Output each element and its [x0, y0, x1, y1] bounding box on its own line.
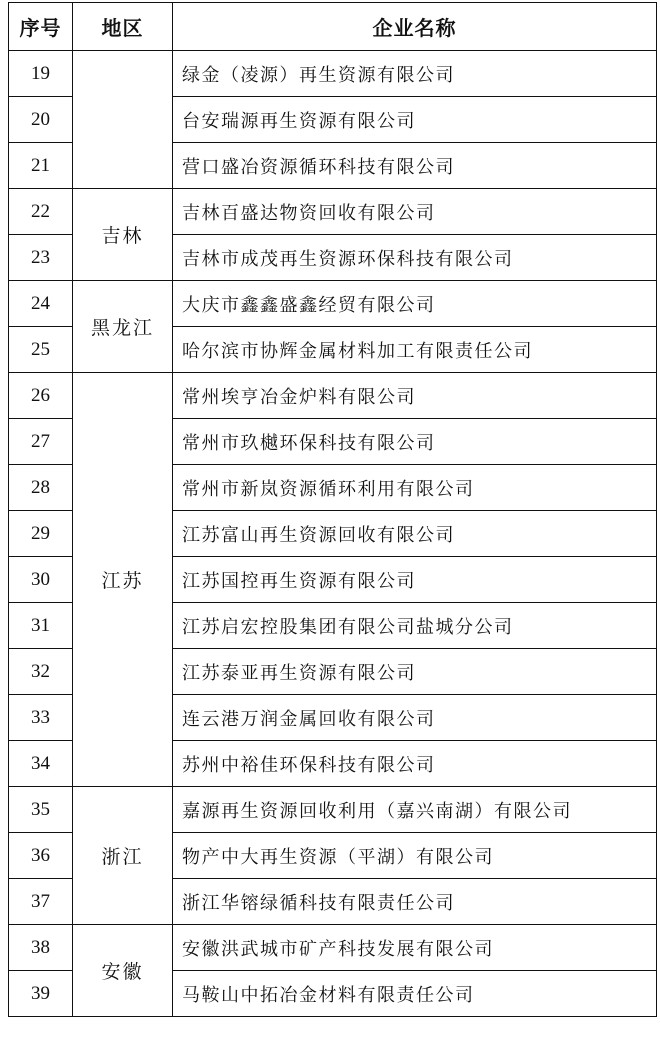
serial-number-cell: 38 [9, 925, 73, 971]
serial-number-cell: 31 [9, 603, 73, 649]
serial-number-cell: 39 [9, 971, 73, 1017]
table-row [9, 373, 657, 419]
serial-number-cell: 25 [9, 327, 73, 373]
serial-number-cell: 21 [9, 143, 73, 189]
company-name-cell: 常州埃亨冶金炉料有限公司 [173, 373, 657, 419]
company-name-cell: 马鞍山中拓冶金材料有限责任公司 [173, 971, 657, 1017]
table-header-row [9, 3, 657, 51]
company-name-cell: 吉林百盛达物资回收有限公司 [173, 189, 657, 235]
serial-number-cell: 23 [9, 235, 73, 281]
company-name-cell: 嘉源再生资源回收利用（嘉兴南湖）有限公司 [173, 787, 657, 833]
table-row [9, 925, 657, 971]
table-row [9, 189, 657, 235]
table-row [9, 51, 657, 97]
region-cell: 安徽 [73, 925, 173, 1017]
header-region: 地区 [73, 3, 173, 51]
region-cell [73, 51, 173, 189]
company-name-cell: 江苏启宏控股集团有限公司盐城分公司 [173, 603, 657, 649]
company-name-cell: 物产中大再生资源（平湖）有限公司 [173, 833, 657, 879]
serial-number-cell: 22 [9, 189, 73, 235]
company-name-cell: 常州市玖樾环保科技有限公司 [173, 419, 657, 465]
enterprise-table [8, 2, 657, 1017]
table-body [9, 51, 657, 1017]
serial-number-cell: 20 [9, 97, 73, 143]
company-name-cell: 江苏泰亚再生资源有限公司 [173, 649, 657, 695]
serial-number-cell: 24 [9, 281, 73, 327]
company-name-cell: 绿金（凌源）再生资源有限公司 [173, 51, 657, 97]
region-cell: 江苏 [73, 373, 173, 787]
company-name-cell: 苏州中裕佳环保科技有限公司 [173, 741, 657, 787]
serial-number-cell: 34 [9, 741, 73, 787]
company-name-cell: 台安瑞源再生资源有限公司 [173, 97, 657, 143]
company-name-cell: 常州市新岚资源循环利用有限公司 [173, 465, 657, 511]
region-cell: 浙江 [73, 787, 173, 925]
table-row [9, 787, 657, 833]
header-company-name: 企业名称 [173, 3, 657, 51]
serial-number-cell: 35 [9, 787, 73, 833]
region-cell: 黑龙江 [73, 281, 173, 373]
company-name-cell: 连云港万润金属回收有限公司 [173, 695, 657, 741]
company-name-cell: 吉林市成茂再生资源环保科技有限公司 [173, 235, 657, 281]
serial-number-cell: 28 [9, 465, 73, 511]
company-name-cell: 江苏国控再生资源有限公司 [173, 557, 657, 603]
serial-number-cell: 32 [9, 649, 73, 695]
table-row [9, 281, 657, 327]
company-name-cell: 营口盛冶资源循环科技有限公司 [173, 143, 657, 189]
company-name-cell: 哈尔滨市协辉金属材料加工有限责任公司 [173, 327, 657, 373]
serial-number-cell: 33 [9, 695, 73, 741]
serial-number-cell: 30 [9, 557, 73, 603]
company-name-cell: 安徽洪武城市矿产科技发展有限公司 [173, 925, 657, 971]
company-name-cell: 大庆市鑫鑫盛鑫经贸有限公司 [173, 281, 657, 327]
company-name-cell: 江苏富山再生资源回收有限公司 [173, 511, 657, 557]
serial-number-cell: 29 [9, 511, 73, 557]
serial-number-cell: 36 [9, 833, 73, 879]
serial-number-cell: 26 [9, 373, 73, 419]
serial-number-cell: 27 [9, 419, 73, 465]
region-cell: 吉林 [73, 189, 173, 281]
header-serial-number: 序号 [9, 3, 73, 51]
company-name-cell: 浙江华镕绿循科技有限责任公司 [173, 879, 657, 925]
serial-number-cell: 37 [9, 879, 73, 925]
serial-number-cell: 19 [9, 51, 73, 97]
